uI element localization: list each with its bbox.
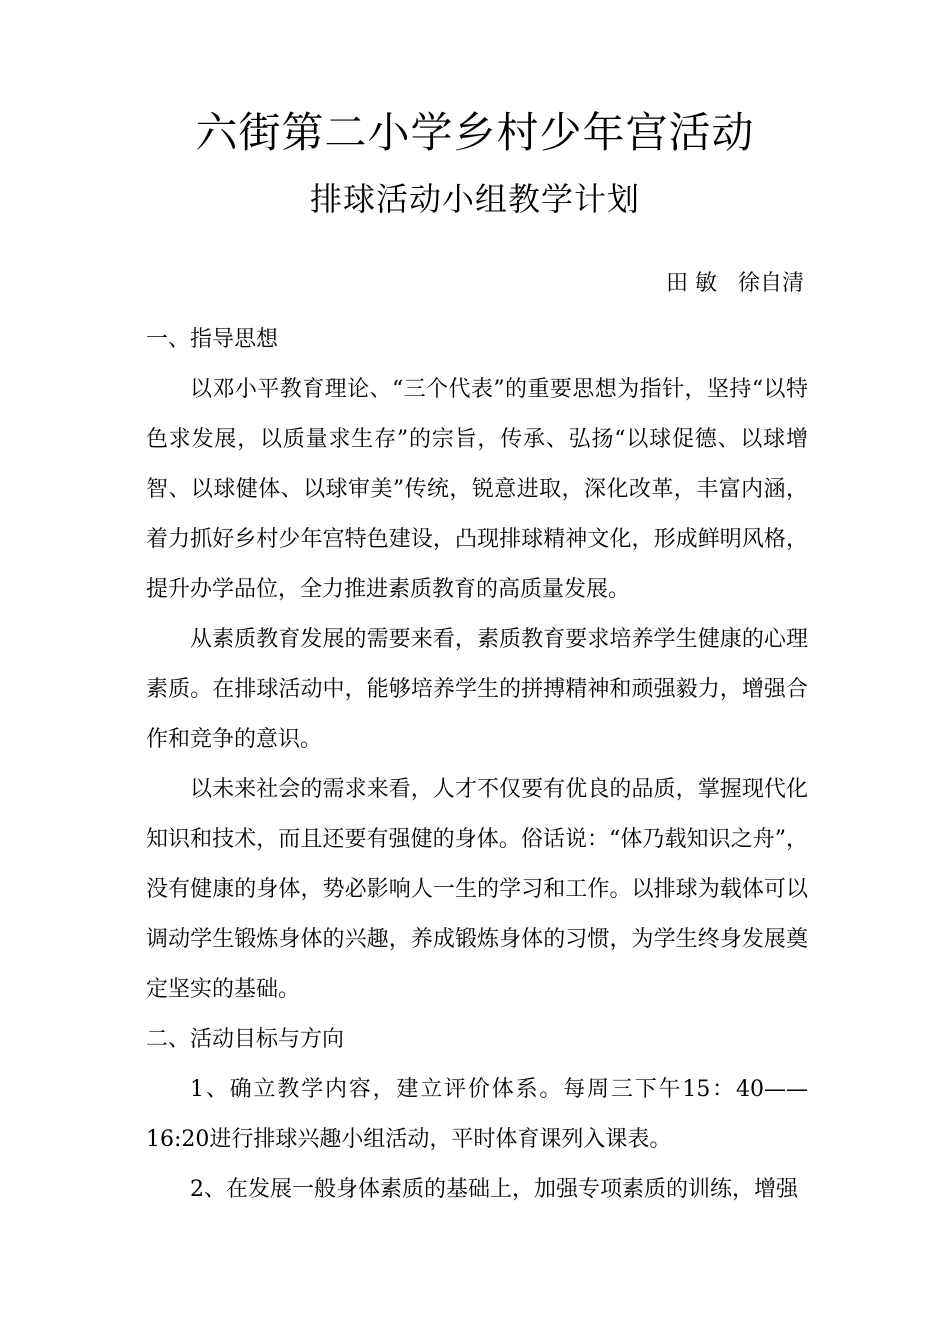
section-heading-goals-and-direction: 二、活动目标与方向 (146, 1027, 345, 1052)
paragraph: 2、在发展一般身体素质的基础上，加强专项素质的训练，增强 (190, 1177, 798, 1202)
paragraph: 以邓小平教育理论、“三个代表”的重要思想为指针，坚持“以特色求发展，以质量求生存”的宗旨，传承、弘扬“以球促德、以球增智、以球健体、以球审美”传统，锐意进取，深化改革，丰富内涵，着力抓好乡村少年宫特色建设，凸现排球精神文化，形成鲜明风格，提升办学品位，全力推进素质教育的高质量发展。 (146, 377, 808, 602)
paragraph: 从素质教育发展的需要来看，素质教育要求培养学生健康的心理素质。在排球活动中，能够培养学生的拼搏精神和顽强毅力，增强合作和竞争的意识。 (146, 627, 808, 752)
authors-line: 田 敏 徐自清 (666, 271, 804, 296)
section-heading-guiding-ideology: 一、指导思想 (146, 327, 279, 352)
document-body (146, 315, 808, 1215)
document-title: 六街第二小学乡村少年宫活动 (195, 108, 755, 157)
paragraph: 1、确立教学内容，建立评价体系。每周三下午15：40——16:20进行排球兴趣小组活动，平时体育课列入课表。 (146, 1077, 808, 1152)
paragraph: 以未来社会的需求来看，人才不仅要有优良的品质，掌握现代化知识和技术，而且还要有强健的身体。俗话说：“体乃载知识之舟”，没有健康的身体，势必影响人一生的学习和工作。以排球为载体可以调动学生锻炼身体的兴趣，养成锻炼身体的习惯，为学生终身发展奠定坚实的基础。 (146, 777, 808, 1002)
document-subtitle: 排球活动小组教学计划 (309, 180, 640, 218)
